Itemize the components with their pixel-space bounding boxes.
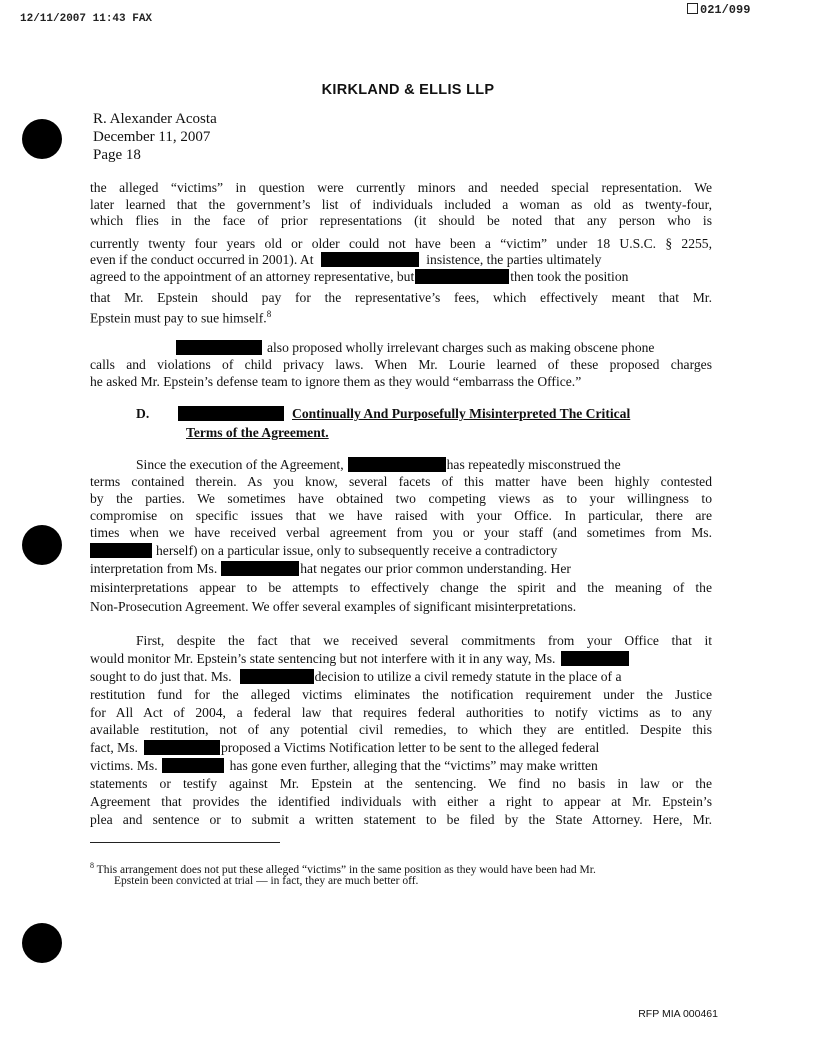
- punch-hole-middle: [22, 525, 62, 565]
- para3-line1-b: has repeatedly misconstrued the: [446, 457, 621, 472]
- letter-date: December 11, 2007: [93, 129, 211, 145]
- para2-line3: he asked Mr. Epstein’s defense team to ignore them as they would “embarrass the Office.”: [90, 374, 582, 389]
- redaction-box: [144, 740, 220, 755]
- para1-line6-b: then took the position: [510, 269, 629, 284]
- para1-line8: [90, 306, 712, 327]
- para1-line6-a: agreed to the appointment of an attorney representative, but: [90, 269, 415, 284]
- firm-name: KIRKLAND & ELLIS LLP: [321, 82, 495, 98]
- para4-line8: [90, 758, 712, 774]
- footnote-line2: Epstein been convicted at trial — in fact, they are much better off.: [114, 875, 419, 887]
- fax-datetime: 12/11/2007 11:43 FAX: [20, 13, 153, 25]
- para4-line11: plea and sentence or to submit a written statement to be filed by the State Attorney. Here, Mr.: [90, 812, 712, 827]
- para3-line3: by the parties. We sometimes have obtained two competing views as to your willingness to: [90, 491, 712, 506]
- para4-line3-b: decision to utilize a civil remedy statute in the place of a: [314, 669, 622, 684]
- recipient-name: R. Alexander Acosta: [93, 111, 217, 127]
- redaction-box: [162, 758, 224, 773]
- redaction-box: [176, 340, 262, 355]
- para3-line7-b: hat negates our prior common understanding. Her: [300, 561, 571, 576]
- para3-line1: [90, 457, 712, 473]
- redaction-box: [321, 252, 419, 267]
- para3-line7: [90, 561, 712, 577]
- para1-line7: that Mr. Epstein should pay for the representative’s fees, which effectively meant that Mr.: [90, 290, 712, 305]
- redaction-box: [178, 406, 284, 421]
- para4-line3: [90, 669, 712, 685]
- para4-line9: statements or testify against Mr. Epstein at the sentencing. We find no basis in law or the: [90, 776, 712, 791]
- redaction-box: [561, 651, 629, 666]
- punch-hole-bottom: [22, 923, 62, 963]
- para4-line1: First, despite the fact that we received several commitments from your Office that it: [136, 633, 712, 648]
- para1-line6: [90, 269, 712, 285]
- para4-line10: Agreement that provides the identified individuals with either a right to appear at Mr. Epstein’s: [90, 794, 712, 809]
- para3-line5: times when we have received verbal agreement from you or your staff (and sometimes from Ms.: [90, 525, 712, 540]
- para1-line5: [90, 252, 712, 268]
- fax-icon: [687, 3, 698, 14]
- para4-line2: [90, 651, 712, 667]
- section-d-label: D.: [136, 406, 150, 421]
- para1-line2: later learned that the government’s list of individuals included a woman as old as twenty-four,: [90, 197, 712, 212]
- section-d-title-line2: Terms of the Agreement.: [186, 425, 329, 440]
- para1-line5-a: even if the conduct occurred in 2001). At: [90, 252, 314, 267]
- bates-number: RFP MIA 000461: [638, 1008, 718, 1020]
- redaction-box: [90, 543, 152, 558]
- para1-line5-b: insistence, the parties ultimately: [426, 252, 602, 267]
- para3-line9: Non-Prosecution Agreement. We offer several examples of significant misinterpretations.: [90, 599, 577, 614]
- fax-page-counter: [687, 3, 750, 17]
- para3-line7-a: interpretation from Ms.: [90, 561, 218, 576]
- para2-line2: calls and violations of child privacy laws. When Mr. Lourie learned of these proposed charges: [90, 357, 712, 372]
- para4-line6: available restitution, not of any potential civil remedies, to which they are entitled. Despite this: [90, 722, 712, 737]
- page-label: Page 18: [93, 147, 141, 163]
- para3-line6: [90, 543, 712, 559]
- para4-line7-b: proposed a Victims Notification letter to be sent to the alleged federal: [220, 740, 600, 755]
- para2-line1: [90, 340, 712, 356]
- para3-line1-a: Since the execution of the Agreement,: [136, 457, 344, 472]
- redaction-box: [415, 269, 509, 284]
- redaction-box: [240, 669, 314, 684]
- punch-hole-top: [22, 119, 62, 159]
- para1-line3: which flies in the face of prior representations (it should be noted that any person who is: [90, 213, 712, 228]
- para4-line4: restitution fund for the alleged victims eliminates the notification requirement under the Justice: [90, 687, 712, 702]
- para4-line8-a: victims. Ms.: [90, 758, 158, 773]
- section-d-title-text: Continually And Purposefully Misinterpreted The Critical: [292, 406, 631, 421]
- para4-line2-text: would monitor Mr. Epstein’s state sentencing but not interfere with it in any way, Ms.: [90, 651, 556, 666]
- para3-line2: terms contained therein. As you know, several facets of this matter have been highly contested: [90, 474, 712, 489]
- footnote-marker: 8: [90, 861, 94, 870]
- redaction-box: [221, 561, 299, 576]
- para1-line8-text: Epstein must pay to sue himself.: [90, 310, 267, 326]
- para3-line6-text: herself) on a particular issue, only to subsequently receive a contradictory: [156, 543, 558, 558]
- footnote-line1-text: This arrangement does not put these alleged “victims” in the same position as they would have been had Mr.: [96, 863, 596, 876]
- para4-line3-a: sought to do just that. Ms.: [90, 669, 232, 684]
- para4-line5: for All Act of 2004, a federal law that requires federal authorities to notify victims as to any: [90, 705, 712, 720]
- fax-page-counter-text: 021/099: [700, 3, 751, 17]
- footnote-rule: [90, 842, 280, 843]
- para4-line7-a: fact, Ms.: [90, 740, 138, 755]
- section-d-title-line1: [178, 406, 712, 422]
- redaction-box: [348, 457, 446, 472]
- para3-line4: compromise on specific issues that we have raised with your Office. In particular, there are: [90, 508, 712, 523]
- footnote-ref: 8: [266, 309, 272, 319]
- para3-line8: misinterpretations appear to be attempts to effectively change the spirit and the meaning of the: [90, 580, 712, 595]
- para1-line4: currently twenty four years old or older could not have been a “victim” under 18 U.S.C. § 2255,: [90, 236, 712, 251]
- para4-line7: [90, 740, 712, 756]
- para1-line1: the alleged “victims” in question were currently minors and needed special representation. We: [90, 180, 712, 195]
- para2-line1-text: also proposed wholly irrelevant charges such as making obscene phone: [267, 340, 655, 355]
- para4-line8-b: has gone even further, alleging that the “victims” may make written: [229, 758, 598, 773]
